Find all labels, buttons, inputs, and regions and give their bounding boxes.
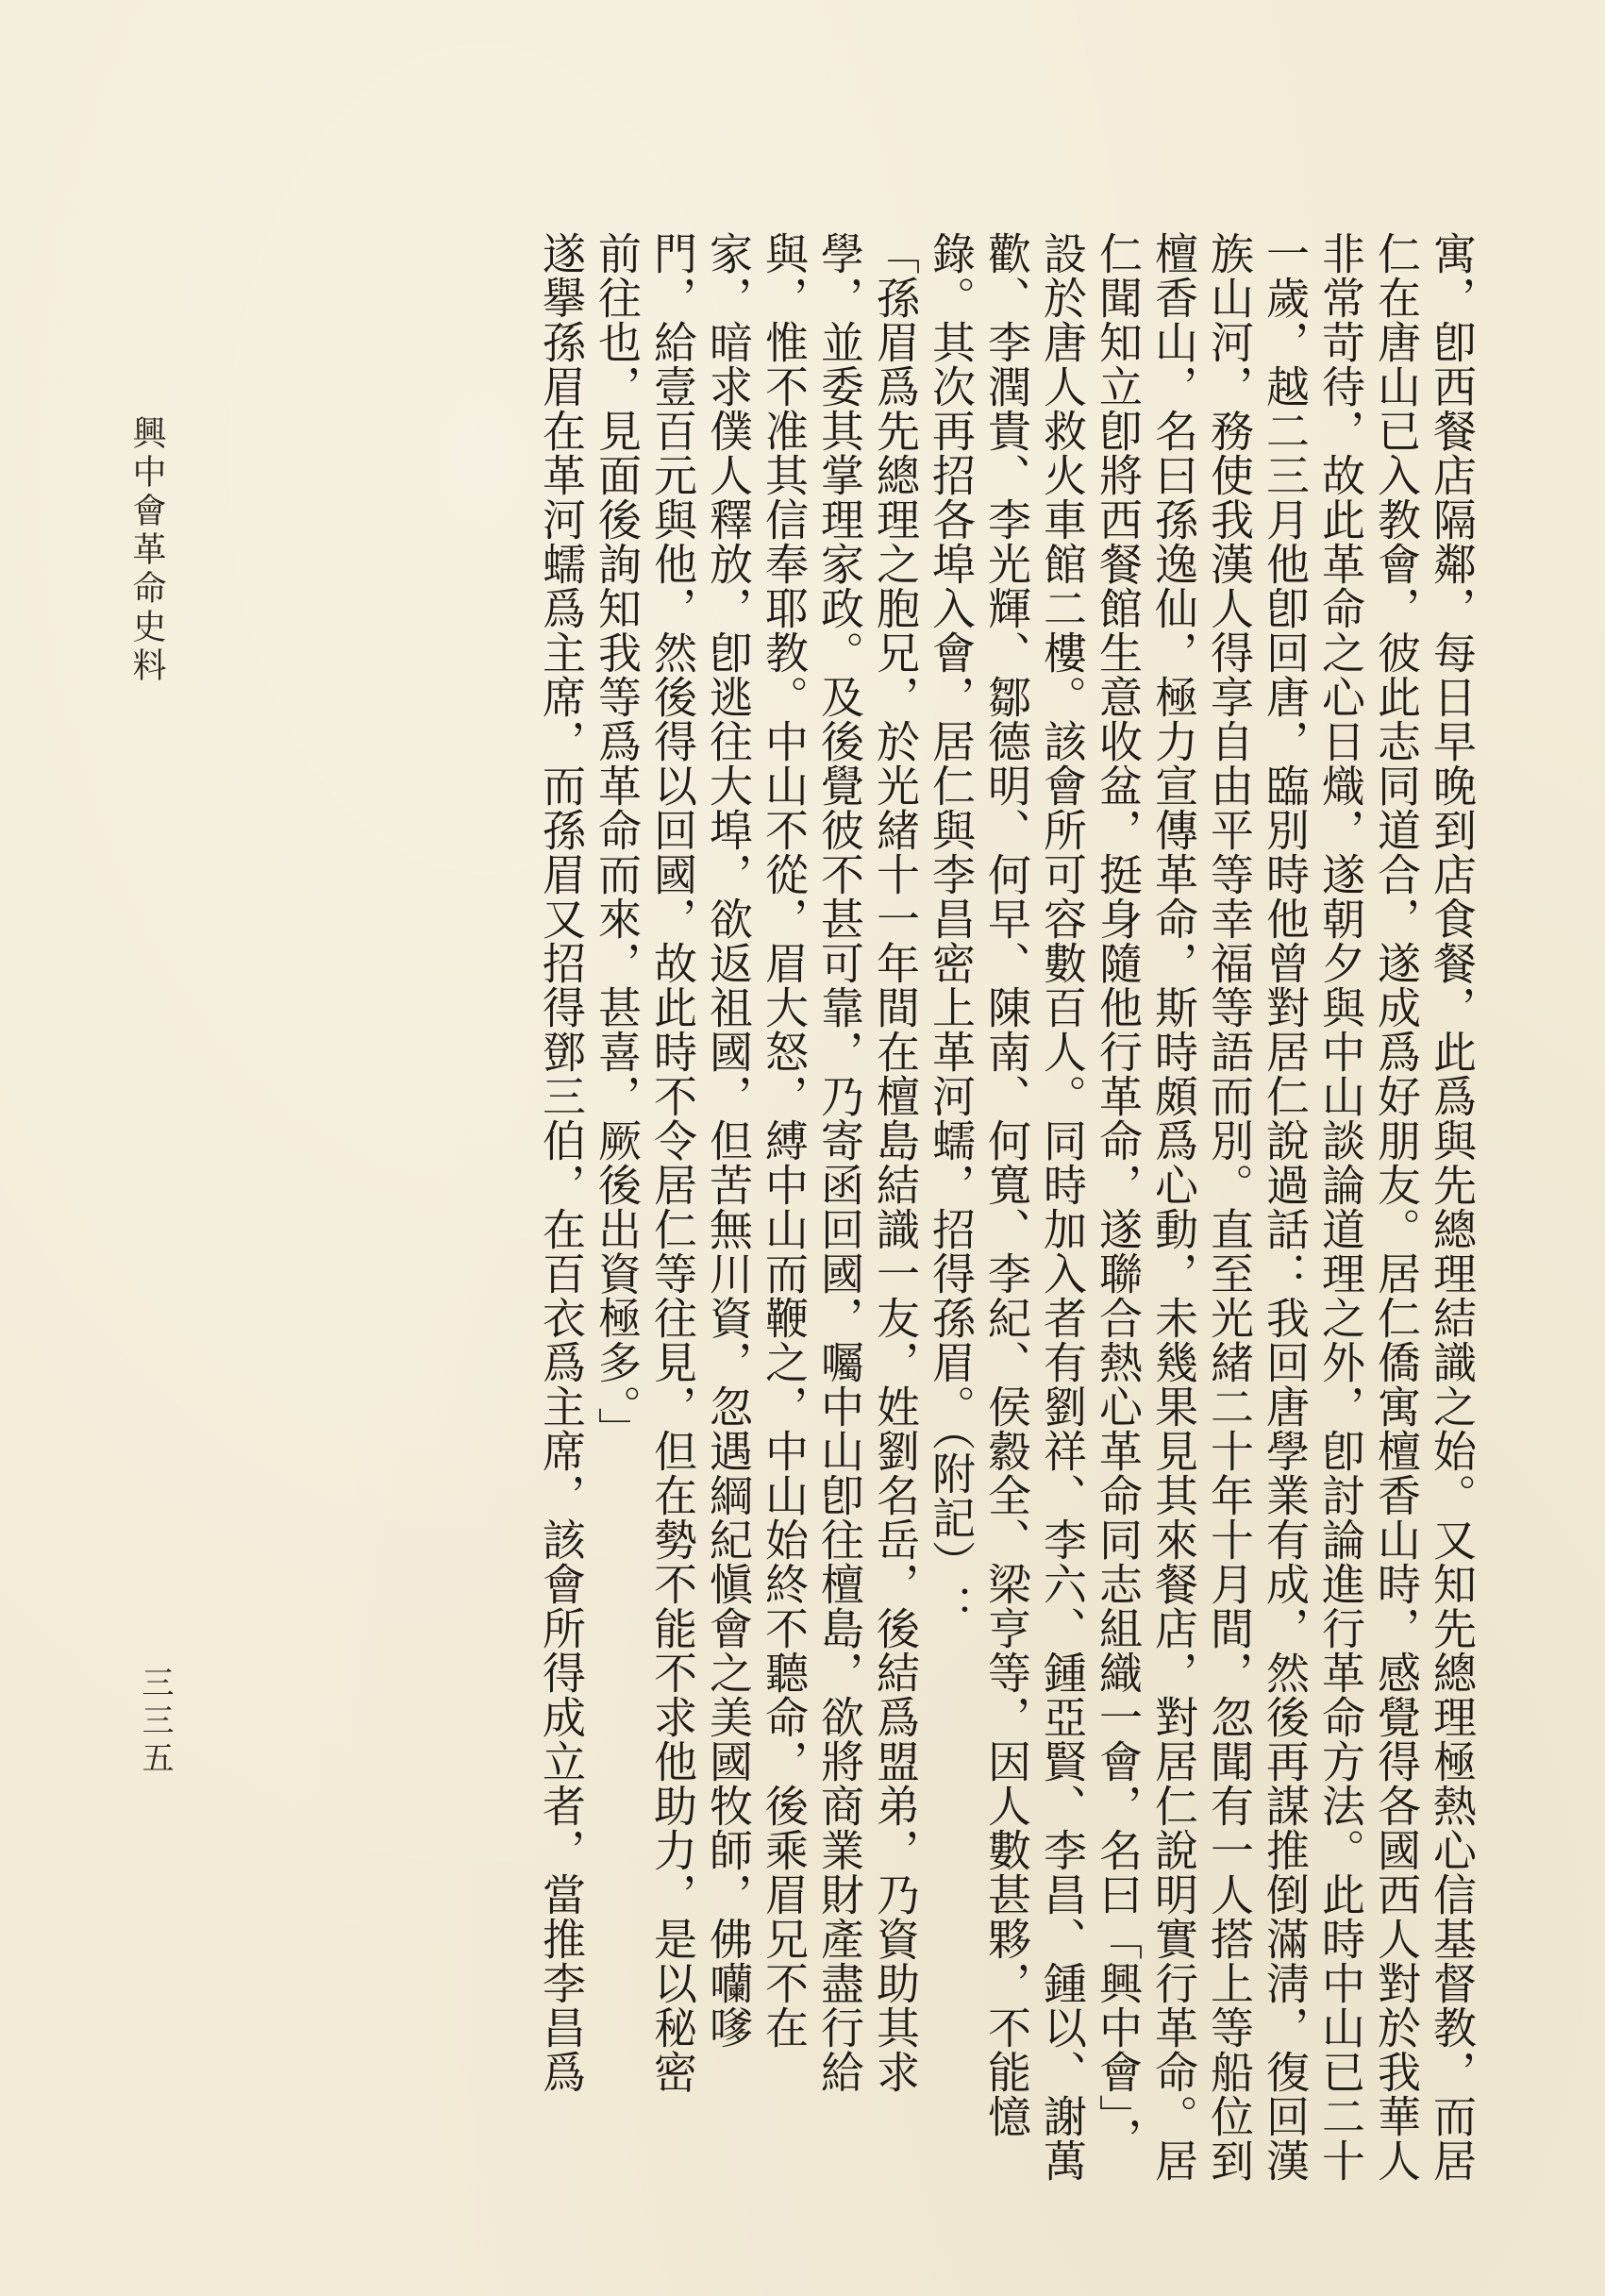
quoted-column: 門，給壹百元與他，然後得以回國，故此時不令居仁等往見，但在勢不能不求他助力，是以秘密	[647, 231, 698, 2094]
text-column: 族山河，務使我漢人得享自由平等幸福等語而別。直至光緒二十年十月間，忽聞有一人搭上等船位到	[1204, 231, 1255, 2183]
text-column: 寓，卽西餐店隔鄰，每日早晚到店食餐，此爲與先總理結識之始。又知先總理極熱心信基督教，而居	[1427, 231, 1478, 2183]
text-column: 錄。其次再招各埠入會，居仁與李昌密上革河蠕，招得孫眉。（附記）：	[926, 231, 977, 1629]
running-title: 興中會革命史料	[127, 415, 166, 686]
text-column: 一歲，越二三月他卽回唐，臨別時他曾對居仁說過話：我回唐學業有成，然後再謀推倒滿淸，復回漢	[1260, 231, 1311, 2183]
quoted-column: 學，並委其掌理家政。及後覺彼不甚可靠，乃寄函回國，囑中山卽往檀島，欲將商業財產盡行給	[814, 231, 865, 2094]
quoted-column: 前往也，見面後詢知我等爲革命而來，甚喜，厥後出資極多。」	[592, 231, 643, 1451]
text-column: 遂擧孫眉在革河蠕爲主席，而孫眉又招得鄧三伯，在百衣爲主席，該會所得成立者，當推李昌爲	[536, 231, 587, 2094]
text-column: 非常苛待，故此革命之心日熾，遂朝夕與中山談論道理之外，卽討論進行革命方法。此時中山已二十	[1315, 231, 1366, 2183]
text-column: 檀香山，名曰孫逸仙，極力宣傳革命，斯時頗爲心動，未幾果見其來餐店，對居仁說明實行革命。居	[1148, 231, 1199, 2183]
text-column: 歡、李潤貴、李光輝、鄒德明、何早、陳南、何寬、李紀、侯縠全、梁亨等，因人數甚夥，不能憶	[981, 231, 1032, 2138]
text-column: 仁聞知立卽將西餐館生意收盆，挺身隨他行革命，遂聯合熱心革命同志組織一會，名曰「興中會」，	[1093, 231, 1144, 2161]
text-column: 仁在唐山已入教會，彼此志同道合，遂成爲好朋友。居仁僑寓檀香山時，感覺得各國西人對於我華人	[1371, 231, 1422, 2183]
quoted-column: 家，暗求僕人釋放，卽逃往大埠，欲返祖國，但苦無川資，忽遇綱紀愼會之美國牧師，佛囒嗲	[703, 231, 754, 2050]
text-column: 設於唐人救火車館二樓。該會所可容數百人。同時加入者有劉祥、李六、鍾亞賢、李昌、鍾以、謝萬	[1037, 231, 1088, 2183]
body-text	[536, 231, 1480, 2183]
quoted-column: 與，惟不准其信奉耶教。中山不從，眉大怒，縛中山而鞭之，中山始終不聽命，後乘眉兄不在	[759, 231, 810, 2050]
quoted-column: 「孫眉爲先總理之胞兄，於光緒十一年間在檀島結識一友，姓劉名岳，後結爲盟弟，乃資助其求	[870, 231, 921, 2094]
page-number: 三三五	[136, 1666, 174, 1779]
